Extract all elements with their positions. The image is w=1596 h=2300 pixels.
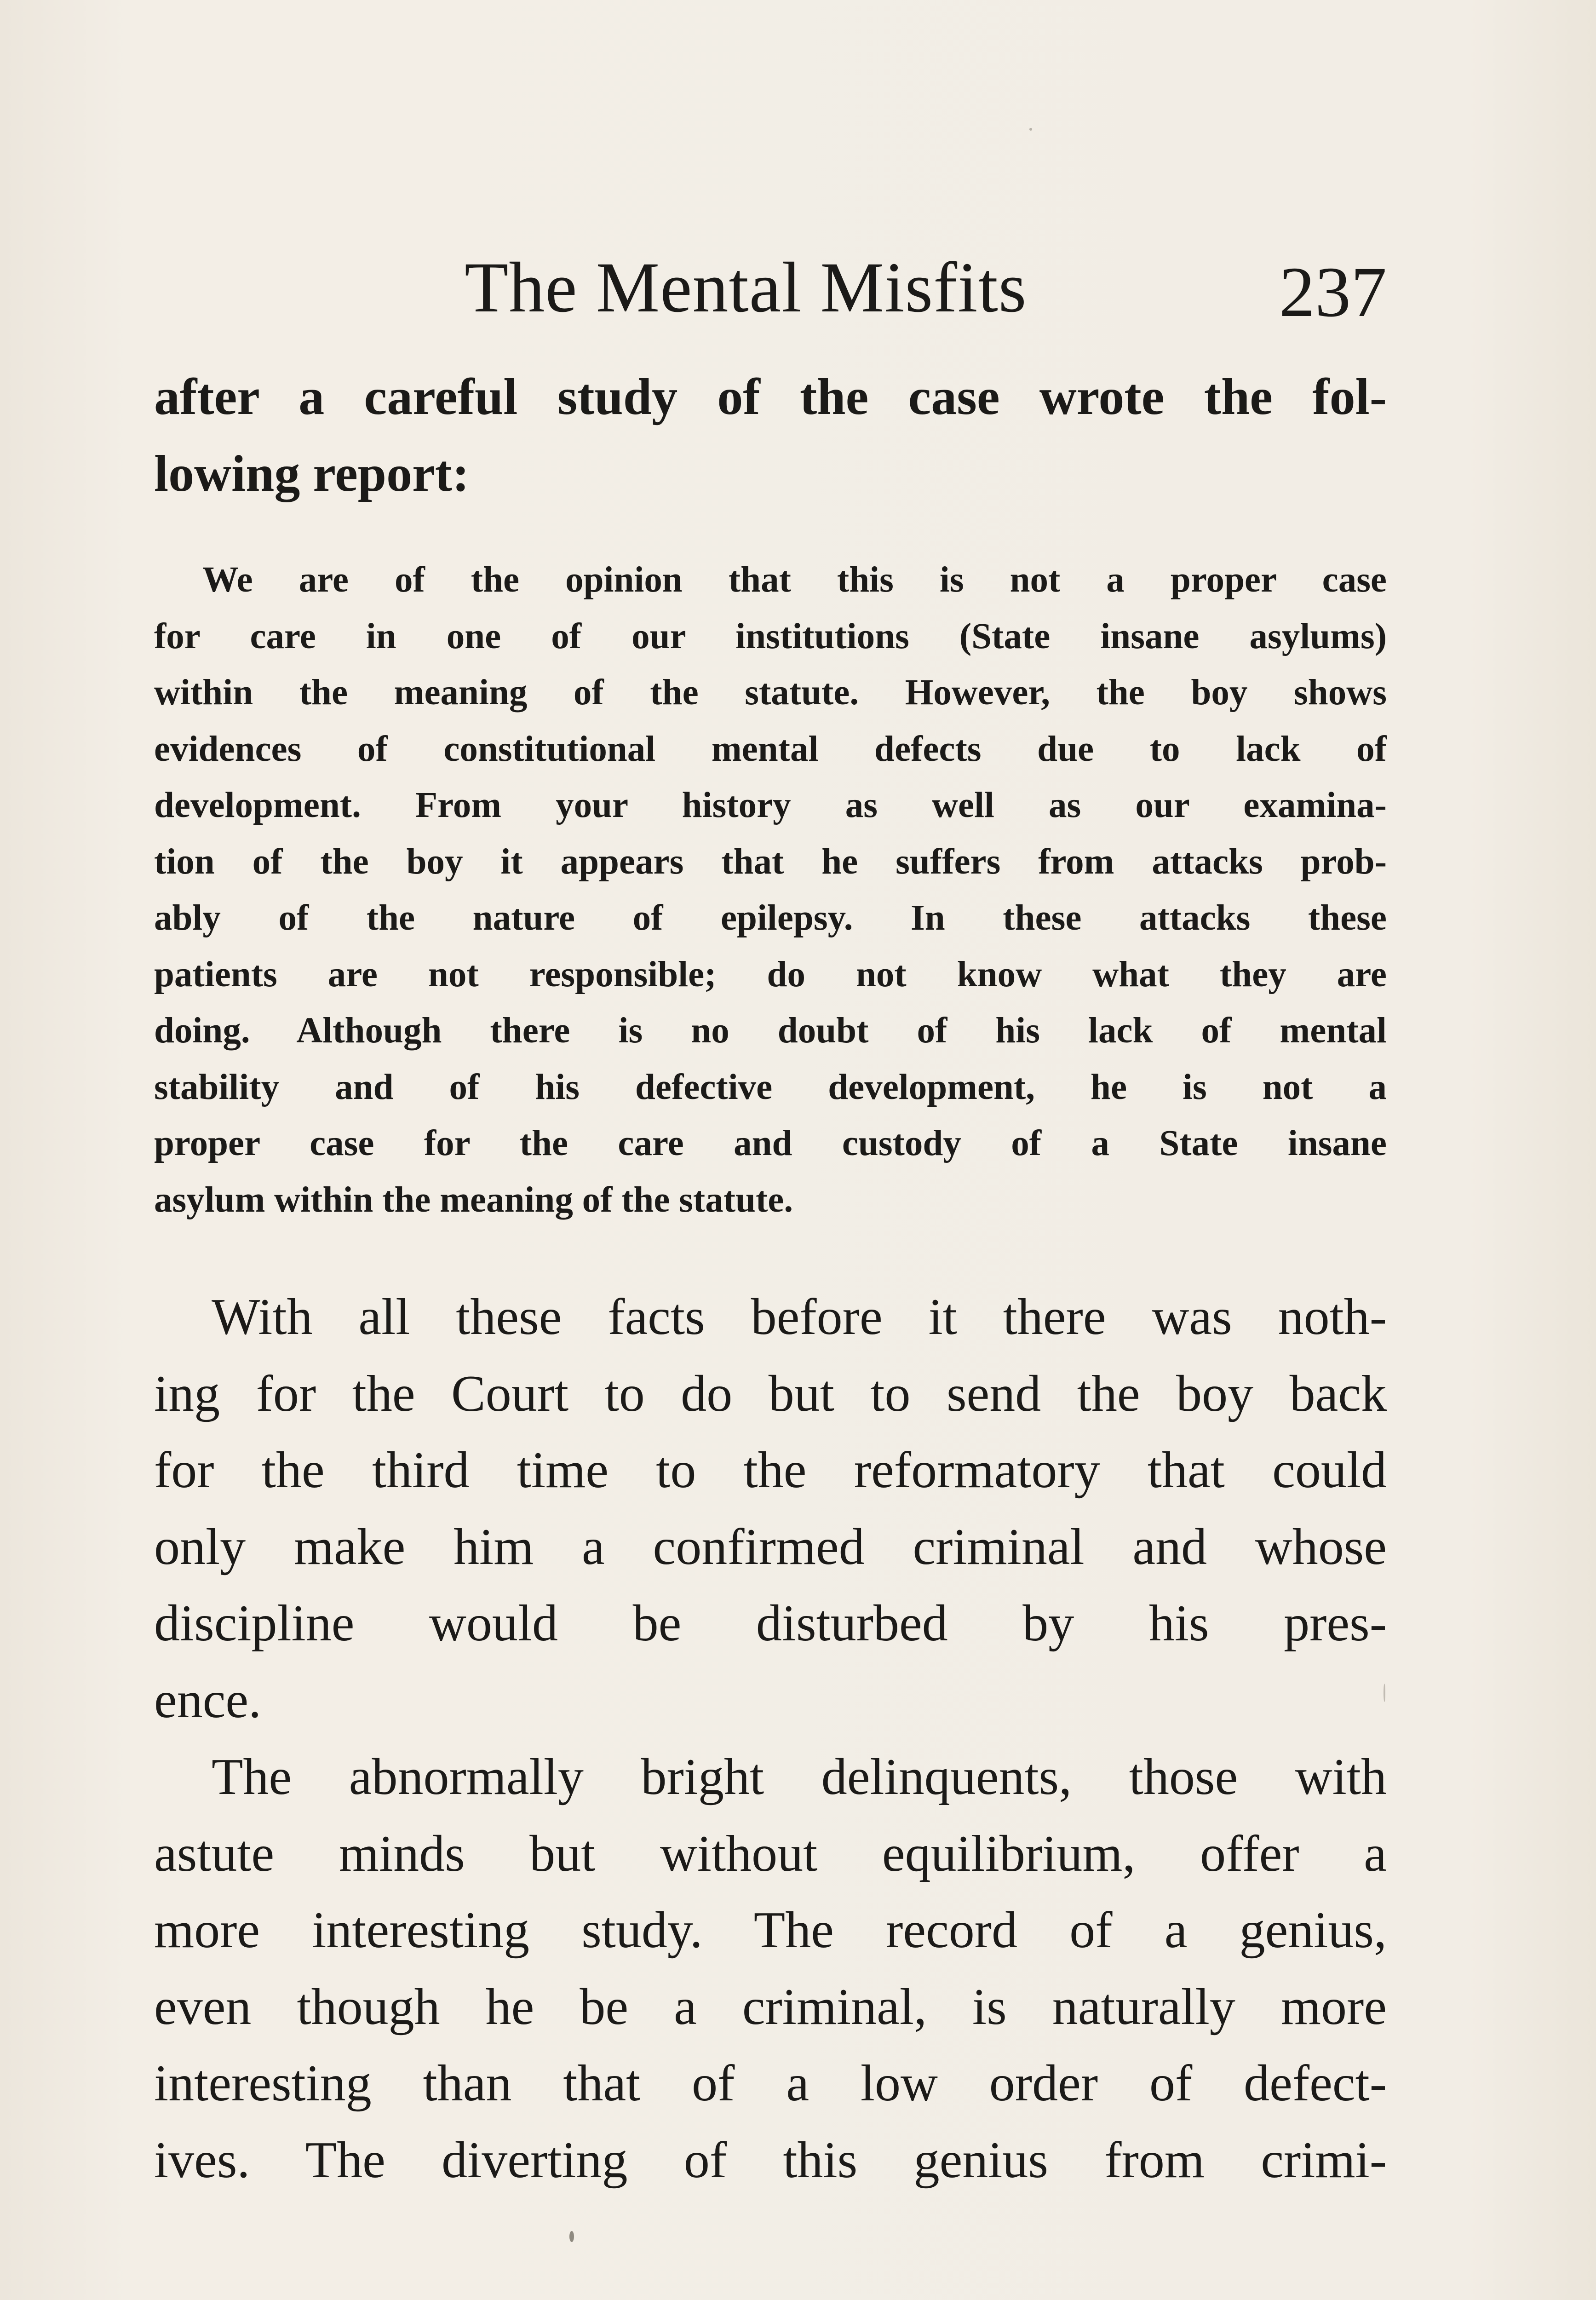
- quote-line: ably of the nature of epilepsy. In these attacks these: [154, 898, 1387, 938]
- paper-speck: [569, 2231, 574, 2242]
- quote-line: stability and of his defective development, he is not a: [154, 1067, 1387, 1107]
- quote-line: within the meaning of the statute. However, the boy shows: [154, 673, 1387, 713]
- text-line: astute minds but without equilibrium, offer a: [154, 1825, 1387, 1882]
- text-line: ing for the Court to do but to send the boy back: [154, 1365, 1387, 1422]
- text-line: more interesting study. The record of a genius,: [154, 1902, 1387, 1959]
- quote-line: We are of the opinion that this is not a proper case: [202, 560, 1387, 600]
- body-paragraph-1: [154, 1279, 1387, 1738]
- text-line: only make him a confirmed criminal and whose: [154, 1518, 1387, 1576]
- page-number: 237: [1279, 252, 1387, 332]
- text-line: With all these facts before it there was noth-: [212, 1288, 1387, 1346]
- text-line: for the third time to the reformatory that could: [154, 1442, 1387, 1499]
- running-header-title: The Mental Misfits: [465, 247, 1027, 327]
- text-line: even though he be a criminal, is naturally more: [154, 1978, 1387, 2036]
- text-line: discipline would be disturbed by his pres-: [154, 1595, 1387, 1652]
- body-paragraph-2: [154, 1739, 1387, 2198]
- quote-line: evidences of constitutional mental defects due to lack of: [154, 729, 1387, 769]
- text-line: The abnormally bright delinquents, those with: [212, 1748, 1387, 1806]
- quote-line: patients are not responsible; do not know what they are: [154, 954, 1387, 995]
- quote-line: tion of the boy it appears that he suffers from attacks prob-: [154, 841, 1387, 882]
- text-line: ence.: [154, 1671, 262, 1729]
- paper-speck: [1029, 128, 1032, 131]
- quote-line: asylum within the meaning of the statute.: [154, 1179, 793, 1220]
- text-line: lowing report:: [154, 445, 470, 502]
- quoted-report: [154, 552, 1387, 1228]
- text-line: after a careful study of the case wrote the fol-: [154, 368, 1387, 426]
- text-line: ives. The diverting of this genius from crimi-: [154, 2131, 1387, 2189]
- quote-line: for care in one of our institutions (State insane asylums): [154, 616, 1387, 656]
- quote-line: doing. Although there is no doubt of his lack of mental: [154, 1011, 1387, 1051]
- quote-line: proper case for the care and custody of a State insane: [154, 1123, 1387, 1163]
- text-line: interesting than that of a low order of defect-: [154, 2055, 1387, 2112]
- intro-paragraph: [154, 359, 1387, 512]
- paper-speck: [1384, 1684, 1385, 1702]
- quote-line: development. From your history as well as our examina-: [154, 785, 1387, 825]
